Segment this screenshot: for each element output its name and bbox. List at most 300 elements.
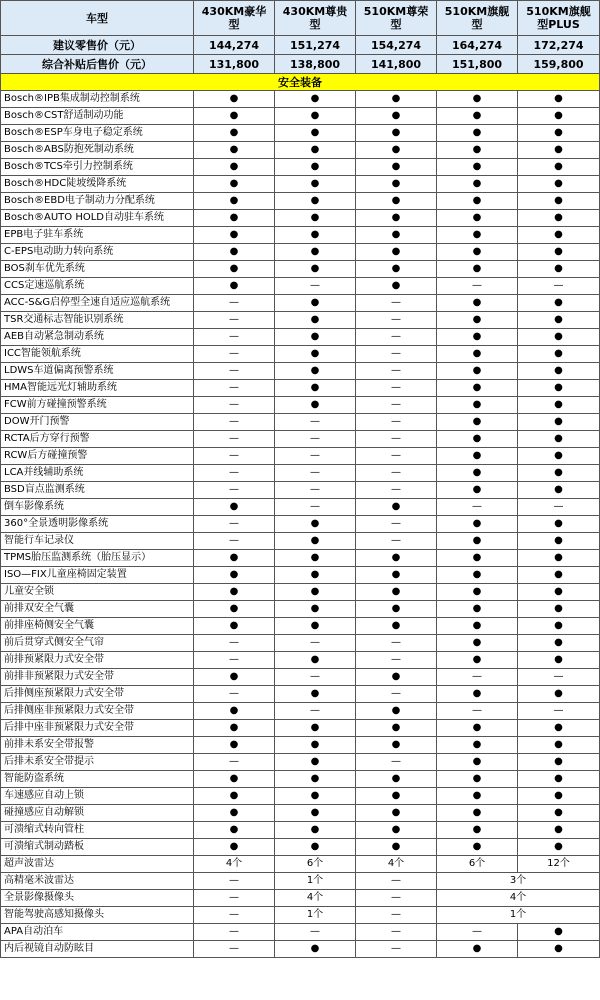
feature-value: ●: [518, 108, 600, 125]
feature-value: 4个: [275, 890, 356, 907]
feature-value: —: [356, 312, 437, 329]
feature-value: —: [194, 635, 275, 652]
feature-value: 6个: [437, 856, 518, 873]
feature-value: —: [275, 499, 356, 516]
feature-value: ●: [275, 941, 356, 958]
price-value: 144,274: [194, 36, 275, 55]
section-title: 安全装备: [1, 74, 600, 91]
feature-name: 超声波雷达: [1, 856, 194, 873]
feature-value: ●: [275, 91, 356, 108]
feature-name: 倒车影像系统: [1, 499, 194, 516]
feature-value: ●: [275, 227, 356, 244]
feature-value: ●: [356, 125, 437, 142]
feature-value: ●: [194, 822, 275, 839]
feature-value: —: [356, 924, 437, 941]
price-value: 141,800: [356, 55, 437, 74]
feature-value: 1个: [275, 907, 356, 924]
feature-value: —: [356, 465, 437, 482]
feature-value: ●: [194, 720, 275, 737]
feature-value: 4个: [194, 856, 275, 873]
feature-row: [1, 601, 600, 618]
feature-value: 1个: [437, 907, 600, 924]
feature-name: CCS定速巡航系统: [1, 278, 194, 295]
feature-name: 前排座椅侧安全气囊: [1, 618, 194, 635]
feature-value: ●: [356, 737, 437, 754]
feature-name: 前排非预紧限力式安全带: [1, 669, 194, 686]
feature-value: ●: [194, 618, 275, 635]
feature-row: [1, 108, 600, 125]
feature-value: ●: [437, 159, 518, 176]
feature-row: [1, 465, 600, 482]
feature-value: ●: [194, 788, 275, 805]
feature-row: [1, 295, 600, 312]
feature-value: ●: [518, 414, 600, 431]
feature-value: ●: [437, 329, 518, 346]
feature-row: [1, 805, 600, 822]
feature-value: ●: [437, 720, 518, 737]
feature-value: ●: [518, 720, 600, 737]
feature-value: ●: [356, 91, 437, 108]
feature-name: 后排侧座非预紧限力式安全带: [1, 703, 194, 720]
feature-value: ●: [518, 567, 600, 584]
feature-value: ●: [437, 380, 518, 397]
feature-value: ●: [518, 329, 600, 346]
feature-value: —: [194, 380, 275, 397]
feature-value: ●: [437, 822, 518, 839]
feature-value: 3个: [437, 873, 600, 890]
feature-value: ●: [275, 346, 356, 363]
feature-value: ●: [518, 312, 600, 329]
feature-row: [1, 686, 600, 703]
feature-name: ACC-S&G启停型全速自适应巡航系统: [1, 295, 194, 312]
feature-value: ●: [437, 788, 518, 805]
feature-value: ●: [437, 652, 518, 669]
feature-row: [1, 329, 600, 346]
feature-row: [1, 193, 600, 210]
feature-value: —: [356, 754, 437, 771]
feature-value: ●: [275, 329, 356, 346]
feature-name: RCW后方碰撞预警: [1, 448, 194, 465]
feature-value: ●: [194, 839, 275, 856]
feature-value: ●: [194, 601, 275, 618]
feature-value: ●: [275, 295, 356, 312]
feature-value: —: [356, 363, 437, 380]
header-row: [1, 1, 600, 36]
feature-value: ●: [356, 278, 437, 295]
feature-value: ●: [437, 805, 518, 822]
feature-value: ●: [194, 91, 275, 108]
feature-value: ●: [356, 601, 437, 618]
feature-value: ●: [518, 652, 600, 669]
feature-value: ●: [356, 108, 437, 125]
feature-value: —: [275, 278, 356, 295]
feature-value: —: [518, 703, 600, 720]
feature-value: ●: [194, 703, 275, 720]
feature-value: ●: [518, 771, 600, 788]
feature-value: ●: [437, 244, 518, 261]
feature-value: —: [356, 941, 437, 958]
feature-value: ●: [437, 227, 518, 244]
feature-value: ●: [194, 278, 275, 295]
feature-value: —: [194, 312, 275, 329]
feature-value: ●: [518, 176, 600, 193]
feature-value: —: [194, 754, 275, 771]
feature-row: [1, 278, 600, 295]
feature-value: ●: [518, 805, 600, 822]
feature-name: Bosch®TCS牵引力控制系统: [1, 159, 194, 176]
feature-value: ●: [518, 533, 600, 550]
feature-value: ●: [437, 210, 518, 227]
feature-value: —: [194, 516, 275, 533]
feature-value: ●: [275, 244, 356, 261]
feature-value: ●: [518, 924, 600, 941]
feature-value: ●: [518, 516, 600, 533]
feature-name: 后排中座非预紧限力式安全带: [1, 720, 194, 737]
feature-row: [1, 635, 600, 652]
feature-value: ●: [518, 363, 600, 380]
feature-name: Bosch®AUTO HOLD自动驻车系统: [1, 210, 194, 227]
feature-value: ●: [518, 397, 600, 414]
feature-value: ●: [437, 754, 518, 771]
feature-value: ●: [356, 227, 437, 244]
price-label: 建议零售价（元）: [1, 36, 194, 55]
feature-value: ●: [275, 159, 356, 176]
feature-value: —: [356, 873, 437, 890]
feature-row: [1, 584, 600, 601]
feature-value: —: [194, 907, 275, 924]
feature-value: —: [194, 482, 275, 499]
feature-value: ●: [194, 210, 275, 227]
feature-value: ●: [275, 550, 356, 567]
feature-value: ●: [194, 261, 275, 278]
feature-value: ●: [437, 142, 518, 159]
feature-name: 可溃缩式制动踏板: [1, 839, 194, 856]
feature-value: ●: [356, 159, 437, 176]
feature-value: ●: [518, 465, 600, 482]
model-col-4: 510KM旗舰型: [437, 1, 518, 36]
feature-name: 后排侧座预紧限力式安全带: [1, 686, 194, 703]
feature-name: LDWS车道偏离预警系统: [1, 363, 194, 380]
feature-value: ●: [194, 142, 275, 159]
feature-name: BSD盲点监测系统: [1, 482, 194, 499]
feature-value: —: [356, 635, 437, 652]
feature-value: ●: [518, 244, 600, 261]
price-value: 159,800: [518, 55, 600, 74]
feature-row: [1, 669, 600, 686]
feature-row: [1, 567, 600, 584]
feature-value: —: [194, 448, 275, 465]
feature-name: TSR交通标志智能识别系统: [1, 312, 194, 329]
feature-value: —: [194, 924, 275, 941]
feature-name: 智能驾驶高感知摄像头: [1, 907, 194, 924]
feature-value: —: [356, 431, 437, 448]
feature-value: ●: [356, 805, 437, 822]
feature-name: 360°全景透明影像系统: [1, 516, 194, 533]
feature-value: —: [275, 448, 356, 465]
feature-value: —: [437, 278, 518, 295]
feature-value: ●: [275, 652, 356, 669]
feature-row: [1, 414, 600, 431]
feature-value: ●: [518, 227, 600, 244]
feature-value: ●: [275, 380, 356, 397]
feature-name: 儿童安全锁: [1, 584, 194, 601]
price-value: 164,274: [437, 36, 518, 55]
feature-value: —: [194, 873, 275, 890]
feature-value: ●: [518, 737, 600, 754]
feature-value: ●: [275, 771, 356, 788]
feature-value: ●: [275, 567, 356, 584]
feature-value: —: [437, 703, 518, 720]
feature-value: ●: [194, 669, 275, 686]
feature-value: —: [356, 482, 437, 499]
feature-name: 车速感应自动上锁: [1, 788, 194, 805]
feature-value: ●: [356, 618, 437, 635]
feature-value: —: [356, 516, 437, 533]
feature-value: ●: [275, 788, 356, 805]
feature-value: ●: [356, 261, 437, 278]
feature-value: ●: [437, 295, 518, 312]
feature-value: ●: [518, 261, 600, 278]
feature-value: ●: [356, 176, 437, 193]
feature-value: ●: [194, 771, 275, 788]
feature-value: ●: [275, 210, 356, 227]
feature-value: —: [437, 499, 518, 516]
feature-name: 高精毫米波雷达: [1, 873, 194, 890]
feature-value: ●: [194, 550, 275, 567]
feature-row: [1, 720, 600, 737]
feature-value: 6个: [275, 856, 356, 873]
feature-value: ●: [518, 635, 600, 652]
feature-name: Bosch®EBD电子制动力分配系统: [1, 193, 194, 210]
feature-name: HMA智能远光灯辅助系统: [1, 380, 194, 397]
feature-value: ●: [437, 397, 518, 414]
feature-value: —: [356, 295, 437, 312]
feature-value: —: [437, 924, 518, 941]
feature-name: 智能防盗系统: [1, 771, 194, 788]
subsidy-price-row: [1, 55, 600, 74]
feature-value: —: [194, 533, 275, 550]
feature-value: ●: [437, 193, 518, 210]
feature-value: —: [356, 907, 437, 924]
feature-value: —: [275, 482, 356, 499]
feature-value: ●: [275, 108, 356, 125]
feature-value: ●: [356, 822, 437, 839]
feature-row: [1, 754, 600, 771]
feature-value: ●: [437, 363, 518, 380]
feature-value: —: [275, 703, 356, 720]
feature-value: —: [194, 329, 275, 346]
model-col-3: 510KM尊荣型: [356, 1, 437, 36]
feature-name: 可溃缩式转向管柱: [1, 822, 194, 839]
feature-value: ●: [437, 941, 518, 958]
feature-name: LCA并线辅助系统: [1, 465, 194, 482]
feature-row: [1, 125, 600, 142]
feature-row: [1, 363, 600, 380]
feature-name: 前后贯穿式侧安全气帘: [1, 635, 194, 652]
price-value: 151,800: [437, 55, 518, 74]
feature-value: ●: [275, 397, 356, 414]
feature-row: [1, 924, 600, 941]
feature-value: ●: [518, 584, 600, 601]
feature-value: —: [518, 499, 600, 516]
feature-value: —: [356, 890, 437, 907]
feature-value: ●: [356, 210, 437, 227]
feature-name: C-EPS电动助力转向系统: [1, 244, 194, 261]
feature-row: [1, 448, 600, 465]
feature-value: —: [275, 669, 356, 686]
feature-value: —: [356, 686, 437, 703]
feature-row: [1, 873, 600, 890]
feature-row: [1, 618, 600, 635]
header-label: 车型: [1, 1, 194, 36]
feature-value: ●: [437, 601, 518, 618]
feature-value: ●: [437, 635, 518, 652]
feature-value: —: [356, 448, 437, 465]
feature-value: —: [194, 363, 275, 380]
feature-value: ●: [194, 176, 275, 193]
feature-value: —: [194, 465, 275, 482]
feature-name: 内后视镜自动防眩目: [1, 941, 194, 958]
feature-value: ●: [437, 533, 518, 550]
feature-value: ●: [518, 193, 600, 210]
feature-value: ●: [437, 448, 518, 465]
feature-value: ●: [275, 737, 356, 754]
feature-row: [1, 210, 600, 227]
feature-name: RCTA后方穿行预警: [1, 431, 194, 448]
feature-value: ●: [437, 91, 518, 108]
feature-value: ●: [518, 448, 600, 465]
feature-value: ●: [437, 550, 518, 567]
price-value: 131,800: [194, 55, 275, 74]
feature-value: —: [437, 669, 518, 686]
feature-value: ●: [437, 482, 518, 499]
feature-row: [1, 890, 600, 907]
feature-value: ●: [518, 788, 600, 805]
feature-row: [1, 380, 600, 397]
model-col-1: 430KM豪华型: [194, 1, 275, 36]
feature-value: 1个: [275, 873, 356, 890]
feature-name: ISO—FIX儿童座椅固定装置: [1, 567, 194, 584]
feature-value: —: [356, 346, 437, 363]
feature-value: —: [194, 397, 275, 414]
feature-row: [1, 91, 600, 108]
feature-value: —: [194, 414, 275, 431]
price-value: 154,274: [356, 36, 437, 55]
feature-row: [1, 941, 600, 958]
feature-value: ●: [194, 108, 275, 125]
feature-row: [1, 227, 600, 244]
feature-row: [1, 482, 600, 499]
feature-value: ●: [437, 737, 518, 754]
feature-value: 4个: [437, 890, 600, 907]
feature-row: [1, 533, 600, 550]
feature-value: —: [356, 397, 437, 414]
feature-value: ●: [356, 720, 437, 737]
feature-value: ●: [518, 142, 600, 159]
feature-value: ●: [275, 312, 356, 329]
feature-value: ●: [518, 125, 600, 142]
feature-value: ●: [437, 686, 518, 703]
feature-value: ●: [437, 584, 518, 601]
feature-value: —: [518, 669, 600, 686]
feature-value: ●: [275, 363, 356, 380]
feature-row: [1, 771, 600, 788]
feature-name: AEB自动紧急制动系统: [1, 329, 194, 346]
feature-name: EPB电子驻车系统: [1, 227, 194, 244]
feature-value: ●: [518, 822, 600, 839]
feature-value: ●: [194, 227, 275, 244]
price-value: 151,274: [275, 36, 356, 55]
feature-value: ●: [437, 771, 518, 788]
feature-value: —: [275, 431, 356, 448]
feature-value: ●: [194, 193, 275, 210]
feature-name: APA自动泊车: [1, 924, 194, 941]
feature-value: ●: [437, 465, 518, 482]
feature-name: 前排双安全气囊: [1, 601, 194, 618]
feature-row: [1, 312, 600, 329]
feature-value: ●: [275, 601, 356, 618]
price-value: 138,800: [275, 55, 356, 74]
feature-value: ●: [275, 125, 356, 142]
feature-name: FCW前方碰撞预警系统: [1, 397, 194, 414]
feature-row: [1, 822, 600, 839]
feature-value: ●: [437, 176, 518, 193]
feature-name: Bosch®CST舒适制动功能: [1, 108, 194, 125]
feature-value: ●: [275, 261, 356, 278]
feature-name: Bosch®ABS防抱死制动系统: [1, 142, 194, 159]
feature-value: ●: [194, 737, 275, 754]
feature-value: ●: [356, 584, 437, 601]
feature-value: ●: [437, 431, 518, 448]
feature-value: ●: [194, 567, 275, 584]
feature-value: ●: [356, 839, 437, 856]
price-value: 172,274: [518, 36, 600, 55]
feature-row: [1, 907, 600, 924]
feature-value: ●: [275, 686, 356, 703]
feature-row: [1, 788, 600, 805]
feature-value: —: [194, 941, 275, 958]
feature-value: ●: [518, 941, 600, 958]
feature-value: ●: [275, 618, 356, 635]
feature-name: Bosch®ESP车身电子稳定系统: [1, 125, 194, 142]
feature-value: ●: [518, 159, 600, 176]
feature-value: ●: [437, 414, 518, 431]
feature-value: ●: [356, 703, 437, 720]
feature-value: ●: [275, 754, 356, 771]
feature-value: —: [194, 652, 275, 669]
feature-value: ●: [518, 346, 600, 363]
feature-value: ●: [275, 720, 356, 737]
feature-value: —: [275, 924, 356, 941]
feature-value: ●: [356, 771, 437, 788]
feature-row: [1, 499, 600, 516]
feature-value: ●: [275, 839, 356, 856]
feature-value: ●: [194, 244, 275, 261]
price-label: 综合补贴后售价（元）: [1, 55, 194, 74]
feature-value: ●: [437, 567, 518, 584]
feature-value: ●: [518, 210, 600, 227]
feature-value: ●: [437, 346, 518, 363]
feature-row: [1, 142, 600, 159]
feature-value: ●: [194, 159, 275, 176]
feature-value: ●: [518, 839, 600, 856]
feature-value: ●: [275, 805, 356, 822]
feature-row: [1, 839, 600, 856]
feature-row: [1, 652, 600, 669]
feature-value: ●: [437, 125, 518, 142]
feature-value: —: [356, 329, 437, 346]
feature-row: [1, 176, 600, 193]
